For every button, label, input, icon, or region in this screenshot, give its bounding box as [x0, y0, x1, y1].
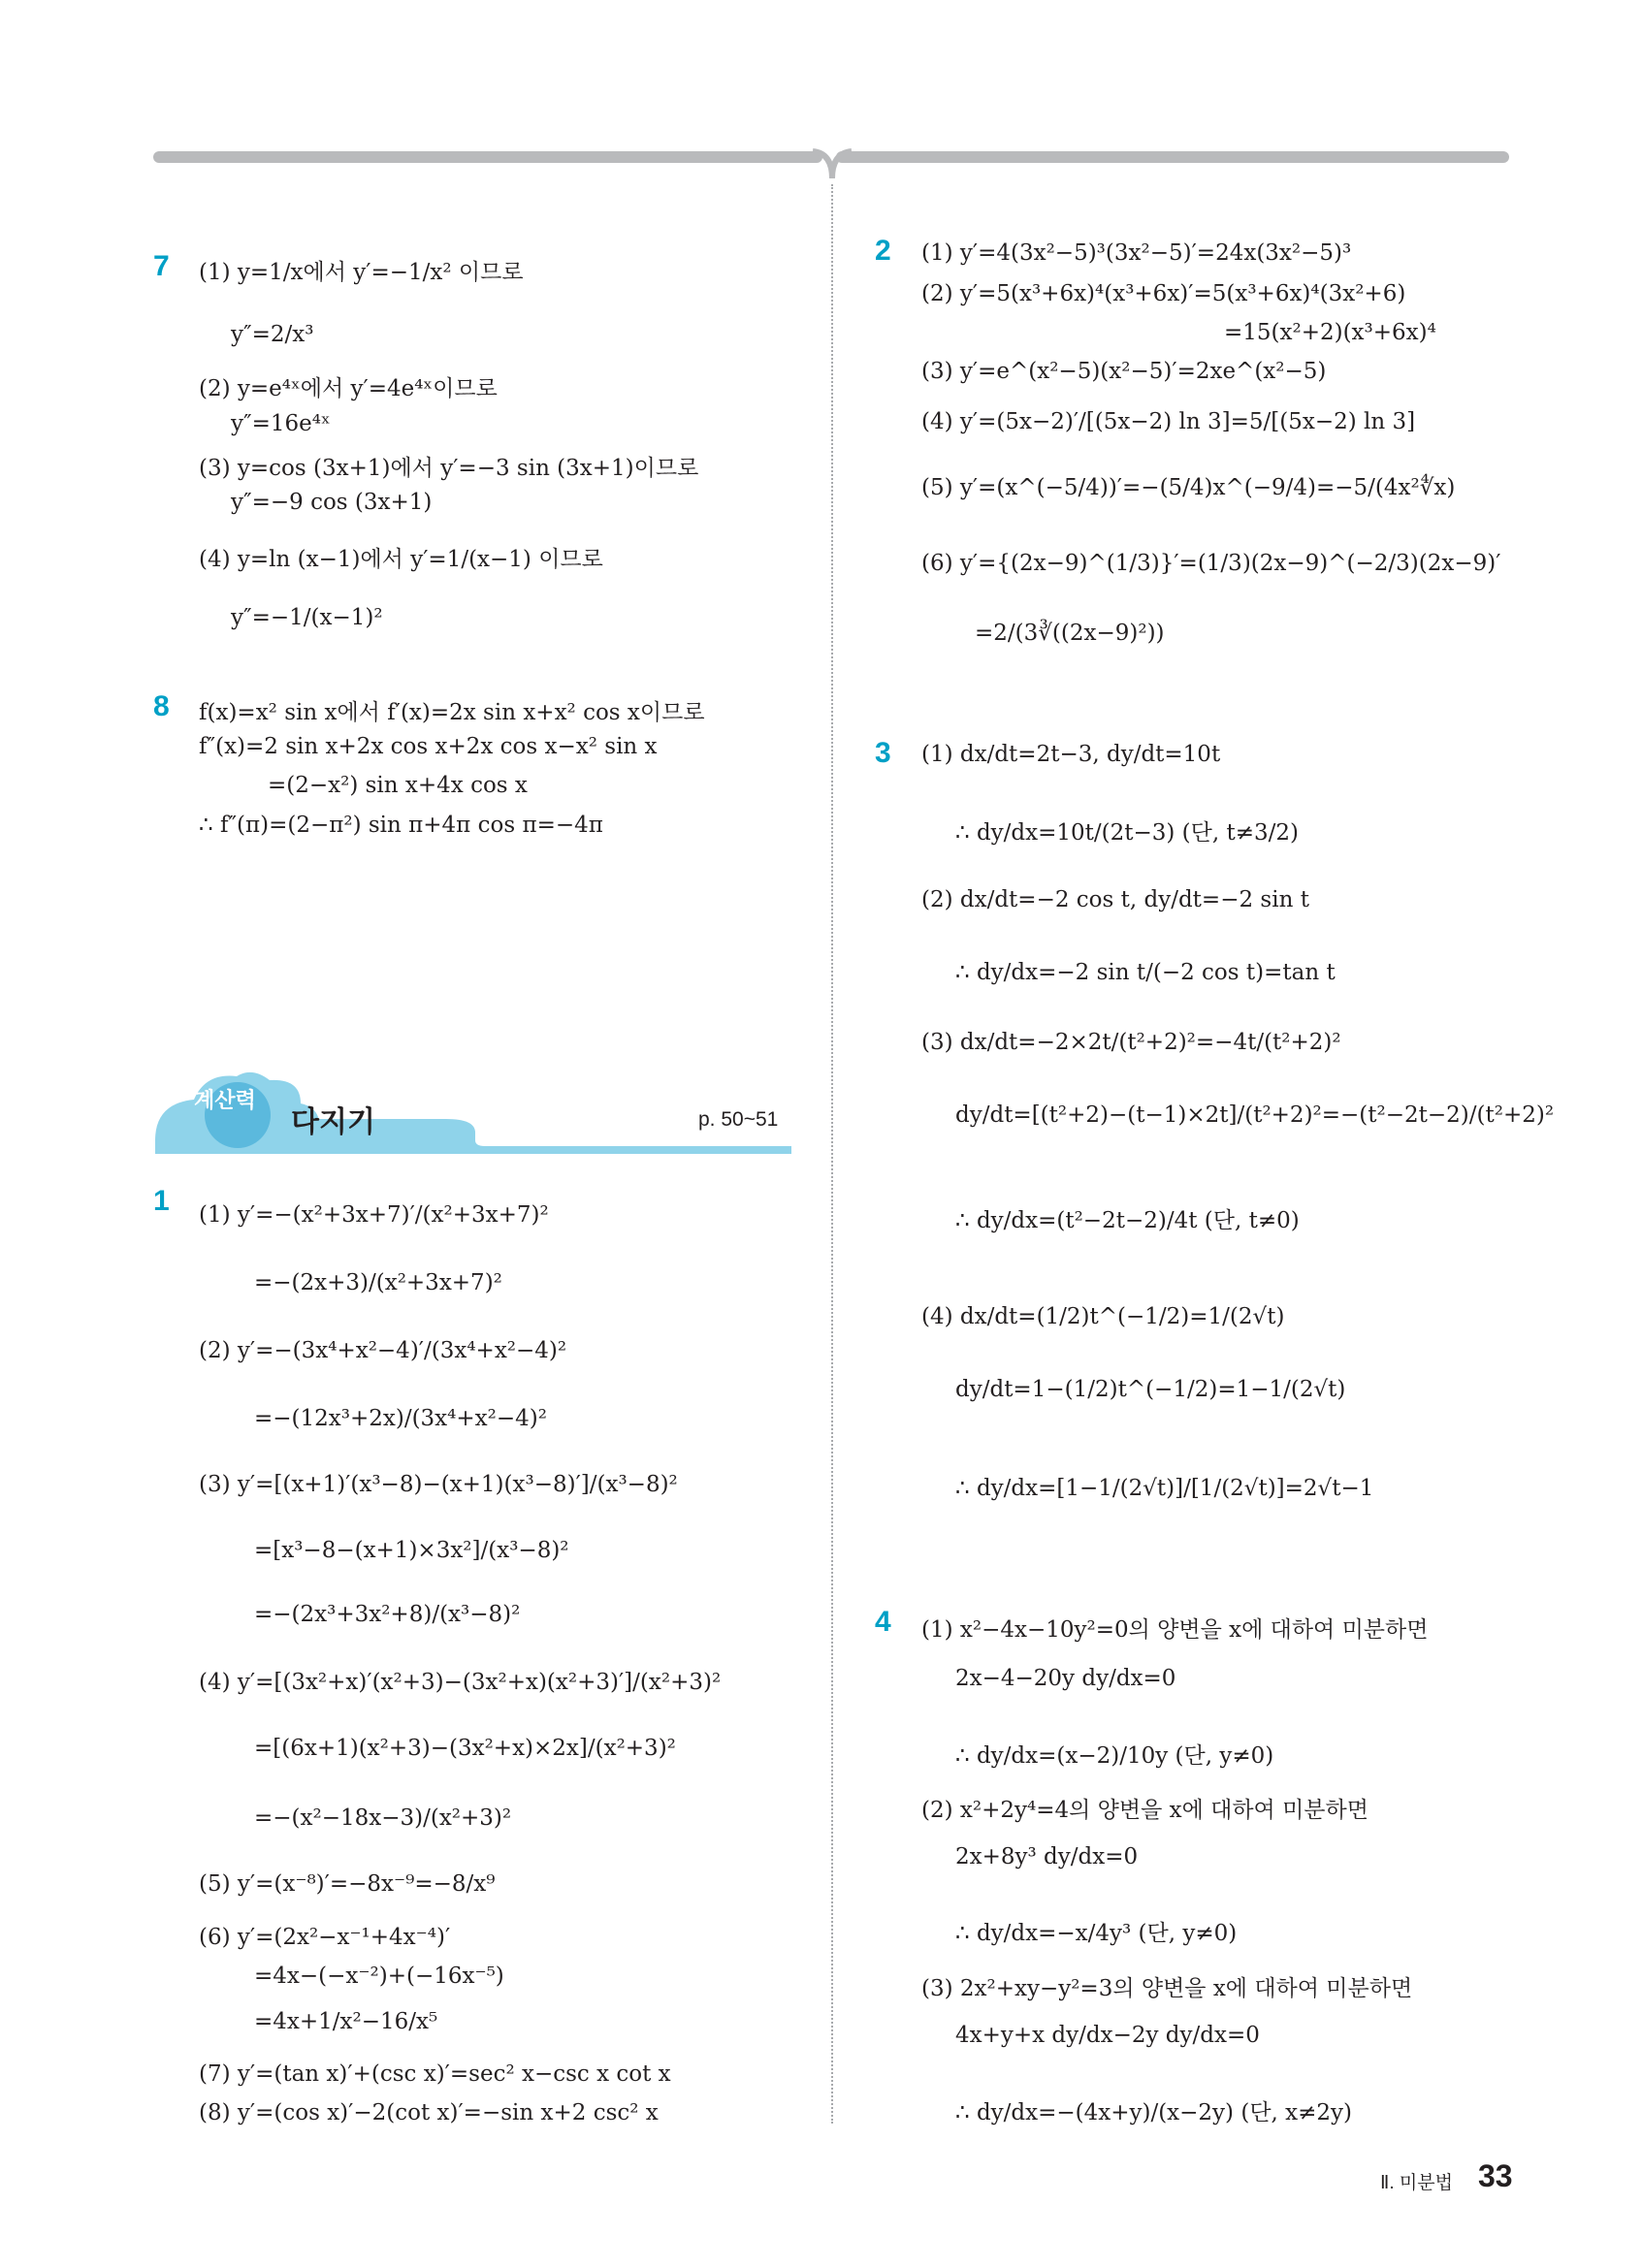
- p3-line-10: ∴ dy/dx=[1−1/(2√t)]/[1/(2√t)]=2√t−1: [955, 1476, 1374, 1501]
- p2-line-2: (2) y′=5(x³+6x)⁴(x³+6x)′=5(x³+6x)⁴(3x²+6): [921, 281, 1406, 306]
- p3-line-7: ∴ dy/dx=(t²−2t−2)/4t (단, t≠0): [955, 1208, 1300, 1233]
- problem-number-7: 7: [153, 250, 170, 282]
- p4-line-9: ∴ dy/dx=−(4x+y)/(x−2y) (단, x≠2y): [955, 2100, 1352, 2125]
- footer-section-label: Ⅱ. 미분법: [1380, 2173, 1453, 2193]
- p1-line-4: =−(12x³+2x)/(3x⁴+x²−4)²: [254, 1406, 547, 1431]
- p3-line-1: (1) dx/dt=2t−3, dy/dt=10t: [921, 742, 1221, 767]
- p1-line-7: =−(2x³+3x²+8)/(x³−8)²: [254, 1602, 521, 1627]
- p1-line-14: =4x+1/x²−16/x⁵: [254, 2009, 438, 2034]
- p2-line-1: (1) y′=4(3x²−5)³(3x²−5)′=24x(3x²−5)³: [921, 240, 1352, 266]
- p2-line-3: =15(x²+2)(x³+6x)⁴: [1224, 320, 1436, 345]
- p7-line-6: y″=−9 cos (3x+1): [231, 490, 433, 515]
- top-bar-right: [836, 151, 1509, 163]
- p1-line-6: =[x³−8−(x+1)×3x²]/(x³−8)²: [254, 1538, 569, 1563]
- p2-line-5: (4) y′=(5x−2)′/[(5x−2) ln 3]=5/[(5x−2) ln 3]: [921, 409, 1416, 434]
- p2-line-6: (5) y′=(x^(−5/4))′=−(5/4)x^(−9/4)=−5/(4x²∜x): [921, 475, 1456, 500]
- p4-line-3: ∴ dy/dx=(x−2)/10y (단, y≠0): [955, 1743, 1274, 1769]
- p3-line-8: (4) dx/dt=(1/2)t^(−1/2)=1/(2√t): [921, 1304, 1285, 1329]
- section-title: 다지기: [291, 1106, 375, 1138]
- p4-line-6: ∴ dy/dx=−x/4y³ (단, y≠0): [955, 1921, 1238, 1946]
- p8-line-4: ∴ f″(π)=(2−π²) sin π+4π cos π=−4π: [199, 813, 603, 838]
- problem-number-8: 8: [153, 690, 170, 722]
- p2-line-8: =2/(3∛((2x−9)²)): [975, 621, 1165, 646]
- p2-line-7: (6) y′={(2x−9)^(1/3)}′=(1/3)(2x−9)^(−2/3)(2x−9)′: [921, 551, 1501, 576]
- p1-line-13: =4x−(−x⁻²)+(−16x⁻⁵): [254, 1964, 504, 1989]
- column-divider: [831, 184, 833, 2124]
- p4-line-5: 2x+8y³ dy/dx=0: [955, 1844, 1139, 1869]
- p3-line-2: ∴ dy/dx=10t/(2t−3) (단, t≠3/2): [955, 820, 1299, 846]
- p3-line-9: dy/dt=1−(1/2)t^(−1/2)=1−1/(2√t): [955, 1377, 1346, 1402]
- footer-page-number: 33: [1478, 2158, 1513, 2193]
- p7-line-5: (3) y=cos (3x+1)에서 y′=−3 sin (3x+1)이므로: [199, 456, 699, 481]
- problem-number-4: 4: [875, 1606, 891, 1638]
- section-badge: 계산력: [194, 1088, 256, 1112]
- problem-number-3: 3: [875, 737, 891, 769]
- p8-line-3: =(2−x²) sin x+4x cos x: [268, 773, 528, 798]
- p1-line-11: (5) y′=(x⁻⁸)′=−8x⁻⁹=−8/x⁹: [199, 1871, 496, 1897]
- p4-line-7: (3) 2x²+xy−y²=3의 양변을 x에 대하여 미분하면: [921, 1976, 1413, 2001]
- p7-line-4: y″=16e⁴ˣ: [231, 411, 331, 436]
- p4-line-1: (1) x²−4x−10y²=0의 양변을 x에 대하여 미분하면: [921, 1617, 1429, 1643]
- p1-line-5: (3) y′=[(x+1)′(x³−8)−(x+1)(x³−8)′]/(x³−8)²: [199, 1472, 678, 1497]
- p7-line-8: y″=−1/(x−1)²: [231, 605, 383, 630]
- p1-line-10: =−(x²−18x−3)/(x²+3)²: [254, 1805, 512, 1831]
- p1-line-16: (8) y′=(cos x)′−2(cot x)′=−sin x+2 csc² x: [199, 2100, 659, 2125]
- p8-line-1: f(x)=x² sin x에서 f′(x)=2x sin x+x² cos x이므로: [199, 700, 705, 725]
- section-page-range: p. 50~51: [698, 1108, 779, 1131]
- p3-line-6: dy/dt=[(t²+2)−(t−1)×2t]/(t²+2)²=−(t²−2t−2)/(t²+2)²: [955, 1102, 1555, 1128]
- problem-number-2: 2: [875, 235, 891, 267]
- p4-line-4: (2) x²+2y⁴=4의 양변을 x에 대하여 미분하면: [921, 1798, 1368, 1823]
- p2-line-4: (3) y′=e^(x²−5)(x²−5)′=2xe^(x²−5): [921, 359, 1327, 384]
- p7-line-3: (2) y=e⁴ˣ에서 y′=4e⁴ˣ이므로: [199, 376, 498, 401]
- p7-line-7: (4) y=ln (x−1)에서 y′=1/(x−1) 이므로: [199, 547, 603, 572]
- p1-line-8: (4) y′=[(3x²+x)′(x²+3)−(3x²+x)(x²+3)′]/(x²+3)²: [199, 1670, 722, 1695]
- p4-line-8: 4x+y+x dy/dx−2y dy/dx=0: [955, 2023, 1260, 2048]
- p1-line-3: (2) y′=−(3x⁴+x²−4)′/(3x⁴+x²−4)²: [199, 1338, 567, 1363]
- p1-line-9: =[(6x+1)(x²+3)−(3x²+x)×2x]/(x²+3)²: [254, 1736, 676, 1761]
- p4-line-2: 2x−4−20y dy/dx=0: [955, 1666, 1176, 1691]
- problem-number-1: 1: [153, 1185, 170, 1217]
- p1-line-1: (1) y′=−(x²+3x+7)′/(x²+3x+7)²: [199, 1202, 549, 1228]
- center-notch: [813, 145, 852, 178]
- p7-line-1: (1) y=1/x에서 y′=−1/x² 이므로: [199, 260, 524, 285]
- p3-line-5: (3) dx/dt=−2×2t/(t²+2)²=−4t/(t²+2)²: [921, 1030, 1341, 1055]
- p3-line-4: ∴ dy/dx=−2 sin t/(−2 cos t)=tan t: [955, 960, 1336, 985]
- p1-line-12: (6) y′=(2x²−x⁻¹+4x⁻⁴)′: [199, 1925, 451, 1950]
- p7-line-2: y″=2/x³: [231, 322, 314, 347]
- p3-line-3: (2) dx/dt=−2 cos t, dy/dt=−2 sin t: [921, 887, 1309, 912]
- p8-line-2: f″(x)=2 sin x+2x cos x+2x cos x−x² sin x: [199, 734, 658, 759]
- p1-line-2: =−(2x+3)/(x²+3x+7)²: [254, 1270, 502, 1295]
- top-bar-left: [153, 151, 822, 163]
- p1-line-15: (7) y′=(tan x)′+(csc x)′=sec² x−csc x cot x: [199, 2061, 671, 2087]
